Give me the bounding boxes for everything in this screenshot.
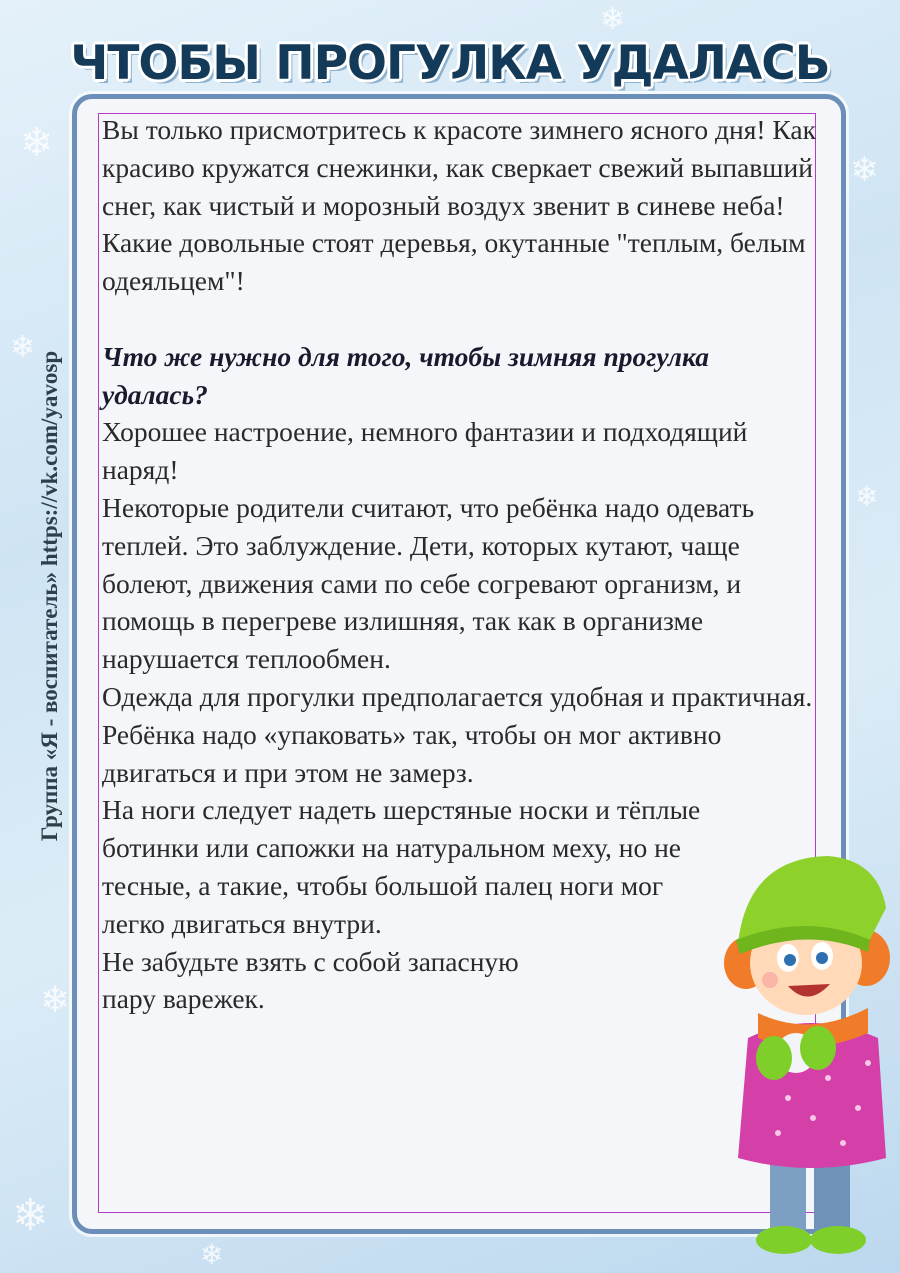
question-heading: Что же нужно для того, чтобы зимняя прогулка удалась? <box>102 340 709 410</box>
child-illustration <box>718 848 900 1258</box>
snowflake-icon: ❄ <box>855 480 879 513</box>
snowflake-icon: ❄ <box>850 150 879 190</box>
intro-paragraph: Вы только присмотритесь к красоте зимнего ясного дня! Как красиво кружатся снежинки, как сверкает свежий выпавший снег, как чистый и морозный воздух звенит в синеве неба! Какие довольные стоят деревья, окутанные "теплым, белым одеяльцем"! <box>102 114 816 297</box>
snowflake-icon: ❄ <box>200 1238 224 1271</box>
side-caption: Группа «Я - воспитатель» https://vk.com/yavosp <box>37 350 62 842</box>
warm-clothes-paragraph: Некоторые родители считают, что ребёнка надо одевать теплей. Это заблуждение. Дети, которых кутают, чаще болеют, движения сами по себе согревают организм, и помощь в перегреве излишняя, так как в организме нарушается теплообмен. <box>102 491 755 675</box>
clothing-paragraph: Одежда для прогулки предполагается удобная и практичная. Ребёнка надо «упаковать» так, чтобы он мог активно двигаться и при этом не замерз. <box>102 680 813 788</box>
snowflake-icon: ❄ <box>600 2 626 37</box>
footwear-paragraph: На ноги следует надеть шерстяные носки и тёплые ботинки или сапожки на натуральном меху, но не тесные, а такие, чтобы большой палец ноги мог легко двигаться внутри. <box>102 794 701 939</box>
snowflake-icon: ❄ <box>10 330 36 365</box>
page-title: ЧТОБЫ ПРОГУЛКА УДАЛАСЬ <box>70 36 830 91</box>
paragraph-gap <box>102 300 818 338</box>
answer-paragraph: Хорошее настроение, немного фантазии и подходящий наряд! <box>102 416 748 486</box>
snowflake-icon: ❄ <box>12 1190 49 1241</box>
snowflake-icon: ❄ <box>40 980 71 1021</box>
snowflake-icon: ❄ <box>20 120 54 166</box>
mittens-paragraph: Не забудьте взять с собой запасную пару варежек. <box>102 945 519 1015</box>
article-body <box>102 111 818 1018</box>
